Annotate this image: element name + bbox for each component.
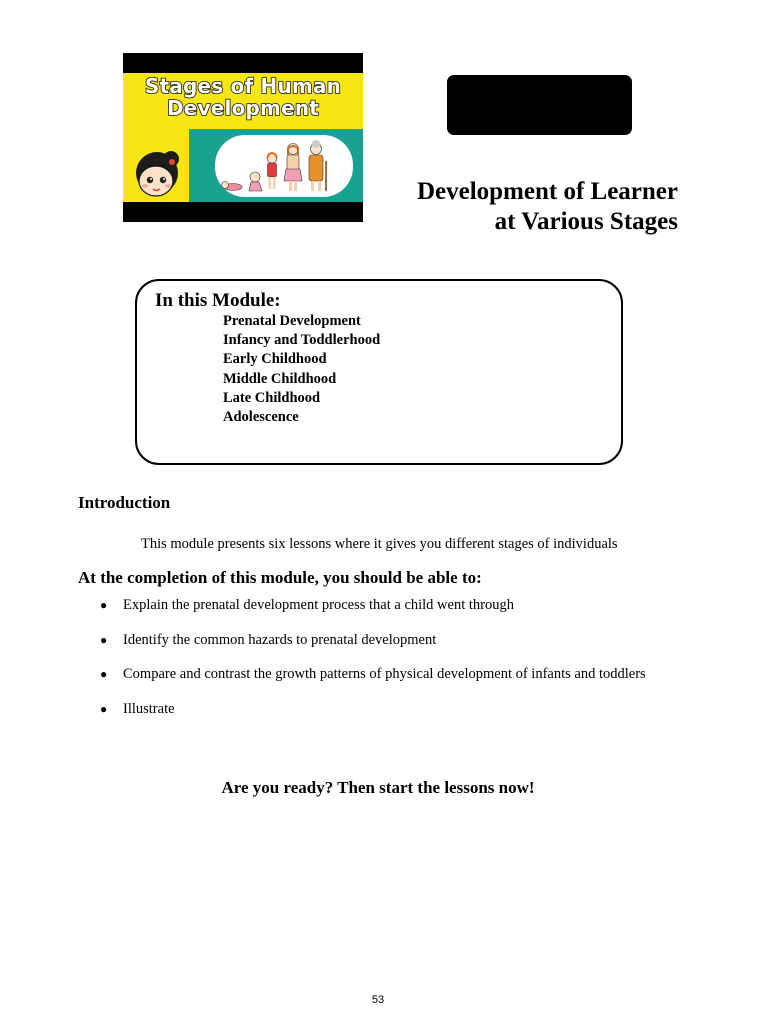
page-title-line1: Development of Learner: [416, 178, 678, 205]
life-stages-illustration-icon: [219, 139, 349, 195]
banner-title: [123, 75, 363, 119]
module-item: Late Childhood: [223, 389, 321, 406]
module-contents-list: [223, 312, 380, 427]
objectives-heading: At the completion of this module, you should be able to:: [78, 568, 482, 587]
bullet-icon: ●: [100, 667, 108, 681]
bullet-icon: ●: [100, 701, 108, 716]
objective-text: Illustrate: [123, 700, 175, 717]
module-item: Prenatal Development: [223, 313, 361, 329]
objective-text: Explain the prenatal development process that a child went through: [123, 597, 514, 613]
module-item: Early Childhood: [223, 351, 327, 368]
module-item: Middle Childhood: [223, 370, 337, 387]
bullet-icon: ●: [100, 598, 108, 612]
objective-item: [100, 700, 646, 735]
objective-text: Identify the common hazards to prenatal development: [123, 631, 437, 648]
bullet-icon: ●: [100, 632, 108, 647]
module-item: Adolescence: [223, 408, 299, 425]
objective-item: [100, 596, 646, 631]
module-number-black-box: [447, 75, 632, 135]
page-title: [380, 177, 678, 237]
module-item: Infancy and Toddlerhood: [223, 332, 381, 349]
banner-title-line2: Development: [166, 96, 320, 120]
page-title-line2: at Various Stages: [494, 208, 678, 235]
objective-text: Compare and contrast the growth patterns of physical development of infants and toddlers: [123, 666, 646, 682]
objectives-list: [100, 596, 646, 734]
introduction-heading: Introduction: [78, 493, 171, 512]
stages-of-human-development-banner: [123, 53, 363, 222]
girl-face-icon: [131, 147, 183, 201]
objective-item: [100, 631, 646, 666]
banner-title-line1: Stages of Human: [144, 74, 342, 98]
introduction-text: This module presents six lessons where it gives you different stages of individuals: [141, 536, 618, 552]
closing-call-to-action: Are you ready? Then start the lessons now!: [221, 778, 535, 797]
objective-item: [100, 665, 646, 700]
module-contents-heading: In this Module:: [155, 290, 281, 311]
page-number: 53: [371, 994, 385, 1006]
